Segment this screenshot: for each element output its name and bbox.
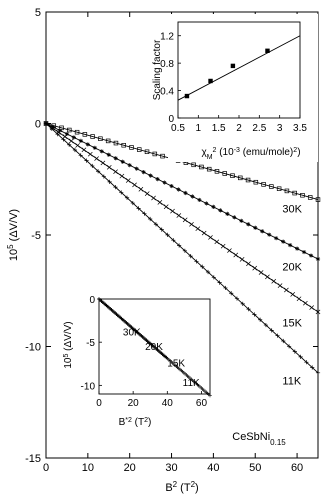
data-point [139, 187, 143, 191]
data-point [234, 253, 238, 257]
data-point [149, 174, 153, 178]
data-point [267, 233, 271, 237]
y-tick-label: 5 [34, 7, 41, 19]
inset-x-tick-label: 0.5 [171, 123, 185, 134]
inset-y-tick-label: 1.2 [160, 31, 174, 43]
inset-y-tick-label: 0 [168, 114, 174, 125]
x-tick-label: 0 [42, 462, 50, 474]
data-point [158, 200, 162, 204]
data-point [310, 305, 314, 309]
data-point [177, 213, 181, 217]
data-point [128, 163, 132, 167]
x-axis-label: $B^2$ $(T^2)$ [165, 479, 199, 494]
data-point [107, 153, 111, 157]
data-point [253, 266, 257, 270]
data-point [204, 201, 208, 205]
inset-y-axis-label: Scaling factor [152, 39, 163, 101]
data-point [196, 227, 200, 231]
data-point [281, 240, 285, 244]
data-point [72, 135, 76, 139]
inset-x-tick-label: 40 [161, 398, 173, 409]
inset-x-tick-label: 3.5 [293, 123, 307, 134]
data-point [151, 196, 155, 200]
data-point [202, 231, 206, 235]
data-point [215, 240, 219, 244]
data-point [239, 219, 243, 223]
inset-collapse-chart [56, 292, 216, 432]
inset-x-tick-label: 3 [276, 123, 283, 134]
data-point [93, 146, 97, 150]
inset-data-point [231, 64, 235, 68]
y-tick-label: 0 [34, 118, 41, 131]
series-label: 15K [282, 317, 303, 330]
x-tick-label: 50 [249, 462, 262, 474]
data-point [100, 149, 104, 153]
inset-x-tick-label: 20 [127, 398, 139, 409]
data-point [142, 170, 146, 174]
data-point [291, 292, 295, 296]
data-point [170, 209, 174, 213]
data-point [132, 183, 136, 187]
inset-y-tick-label: 0 [89, 295, 95, 306]
data-point [246, 262, 250, 266]
data-point [309, 253, 313, 257]
data-point [145, 192, 149, 196]
x-tick-label: 10 [81, 462, 94, 474]
data-point [114, 156, 118, 160]
data-point [297, 297, 301, 301]
x-tick-label: 40 [207, 462, 220, 474]
data-point [265, 275, 269, 279]
data-point [164, 205, 168, 209]
data-point [120, 174, 124, 178]
inset-x-tick-label: 2 [236, 123, 242, 134]
data-point [227, 248, 231, 252]
y-axis-label: $10^5$ (ΔV/V) [5, 208, 20, 262]
inset-background [168, 14, 318, 162]
x-tick-label: 60 [290, 462, 304, 474]
data-point [284, 288, 288, 292]
data-point [189, 222, 193, 226]
data-point [69, 139, 73, 143]
inset-background [56, 292, 216, 432]
data-point [302, 250, 306, 254]
inset-x-tick-label: 60 [195, 398, 208, 409]
data-point [303, 301, 307, 305]
data-point [76, 143, 80, 147]
data-point [260, 229, 264, 233]
data-point [274, 236, 278, 240]
data-point [246, 222, 250, 226]
inset-series-label: 15K [167, 358, 186, 370]
data-point [183, 191, 187, 195]
data-point [218, 208, 222, 212]
x-tick-label: 20 [123, 462, 136, 474]
inset-data-point [208, 79, 212, 83]
data-point [253, 226, 257, 230]
series-label: 30K [282, 203, 303, 216]
data-point [240, 257, 244, 261]
series-label: 20K [282, 261, 303, 274]
data-point [126, 178, 130, 182]
data-point [155, 177, 159, 181]
inset-x-tick-label: 0 [96, 398, 102, 409]
data-point [225, 212, 229, 216]
inset-data-point [185, 94, 189, 98]
data-point [162, 180, 166, 184]
data-point [95, 156, 99, 160]
inset-y-axis-label: $10^5$ (ΔV/V) [62, 321, 74, 369]
data-point [176, 187, 180, 191]
inset-series-label: 11K [182, 378, 200, 390]
inset-series-label: 30K [122, 327, 141, 339]
data-point [272, 279, 276, 283]
data-point [107, 165, 111, 169]
data-point [197, 198, 201, 202]
data-point [259, 270, 263, 274]
inset-y-tick-label: 0.8 [160, 59, 174, 71]
inset-x-tick-label: 2.5 [252, 123, 267, 134]
inset-y-tick-label: 0.4 [160, 86, 174, 98]
data-point [101, 161, 105, 165]
series-label: 11K [282, 375, 302, 388]
data-point [295, 247, 299, 251]
inset-y-tick-label: -5 [86, 338, 95, 350]
data-point [288, 243, 292, 247]
data-point [135, 167, 139, 171]
data-point [169, 184, 173, 188]
data-point [121, 160, 125, 164]
inset-scaling-chart [152, 14, 318, 162]
inset-x-tick-label: 1.5 [211, 123, 226, 134]
data-point [86, 142, 90, 146]
data-point [88, 152, 92, 156]
inset-data-point [265, 49, 269, 53]
y-tick-label: -10 [25, 341, 41, 354]
data-point [113, 170, 117, 174]
y-tick-label: -15 [25, 453, 41, 465]
inset-x-axis-label: $B^{*2}$ $(T^2)$ [118, 416, 152, 428]
inset-series-label: 20K [145, 341, 163, 353]
data-point [65, 132, 69, 136]
x-tick-label: 30 [165, 462, 178, 474]
data-point [190, 194, 194, 198]
data-point [208, 235, 212, 239]
inset-x-axis-label: $\chi_M^2$ ($10^{-3}$ (emu/mole)$^2$) [201, 146, 301, 161]
inset-x-tick-label: 1 [195, 123, 202, 134]
data-point [278, 284, 282, 288]
data-point [82, 148, 86, 152]
inset-y-tick-label: -10 [80, 381, 95, 393]
data-point [183, 218, 187, 222]
data-point [316, 257, 320, 261]
data-point [211, 205, 215, 209]
data-point [221, 244, 225, 248]
y-tick-label: -5 [31, 230, 41, 242]
data-point [79, 139, 83, 143]
sample-label: CeSbNi$_{0.15}$ [232, 431, 286, 447]
data-point [232, 215, 236, 219]
